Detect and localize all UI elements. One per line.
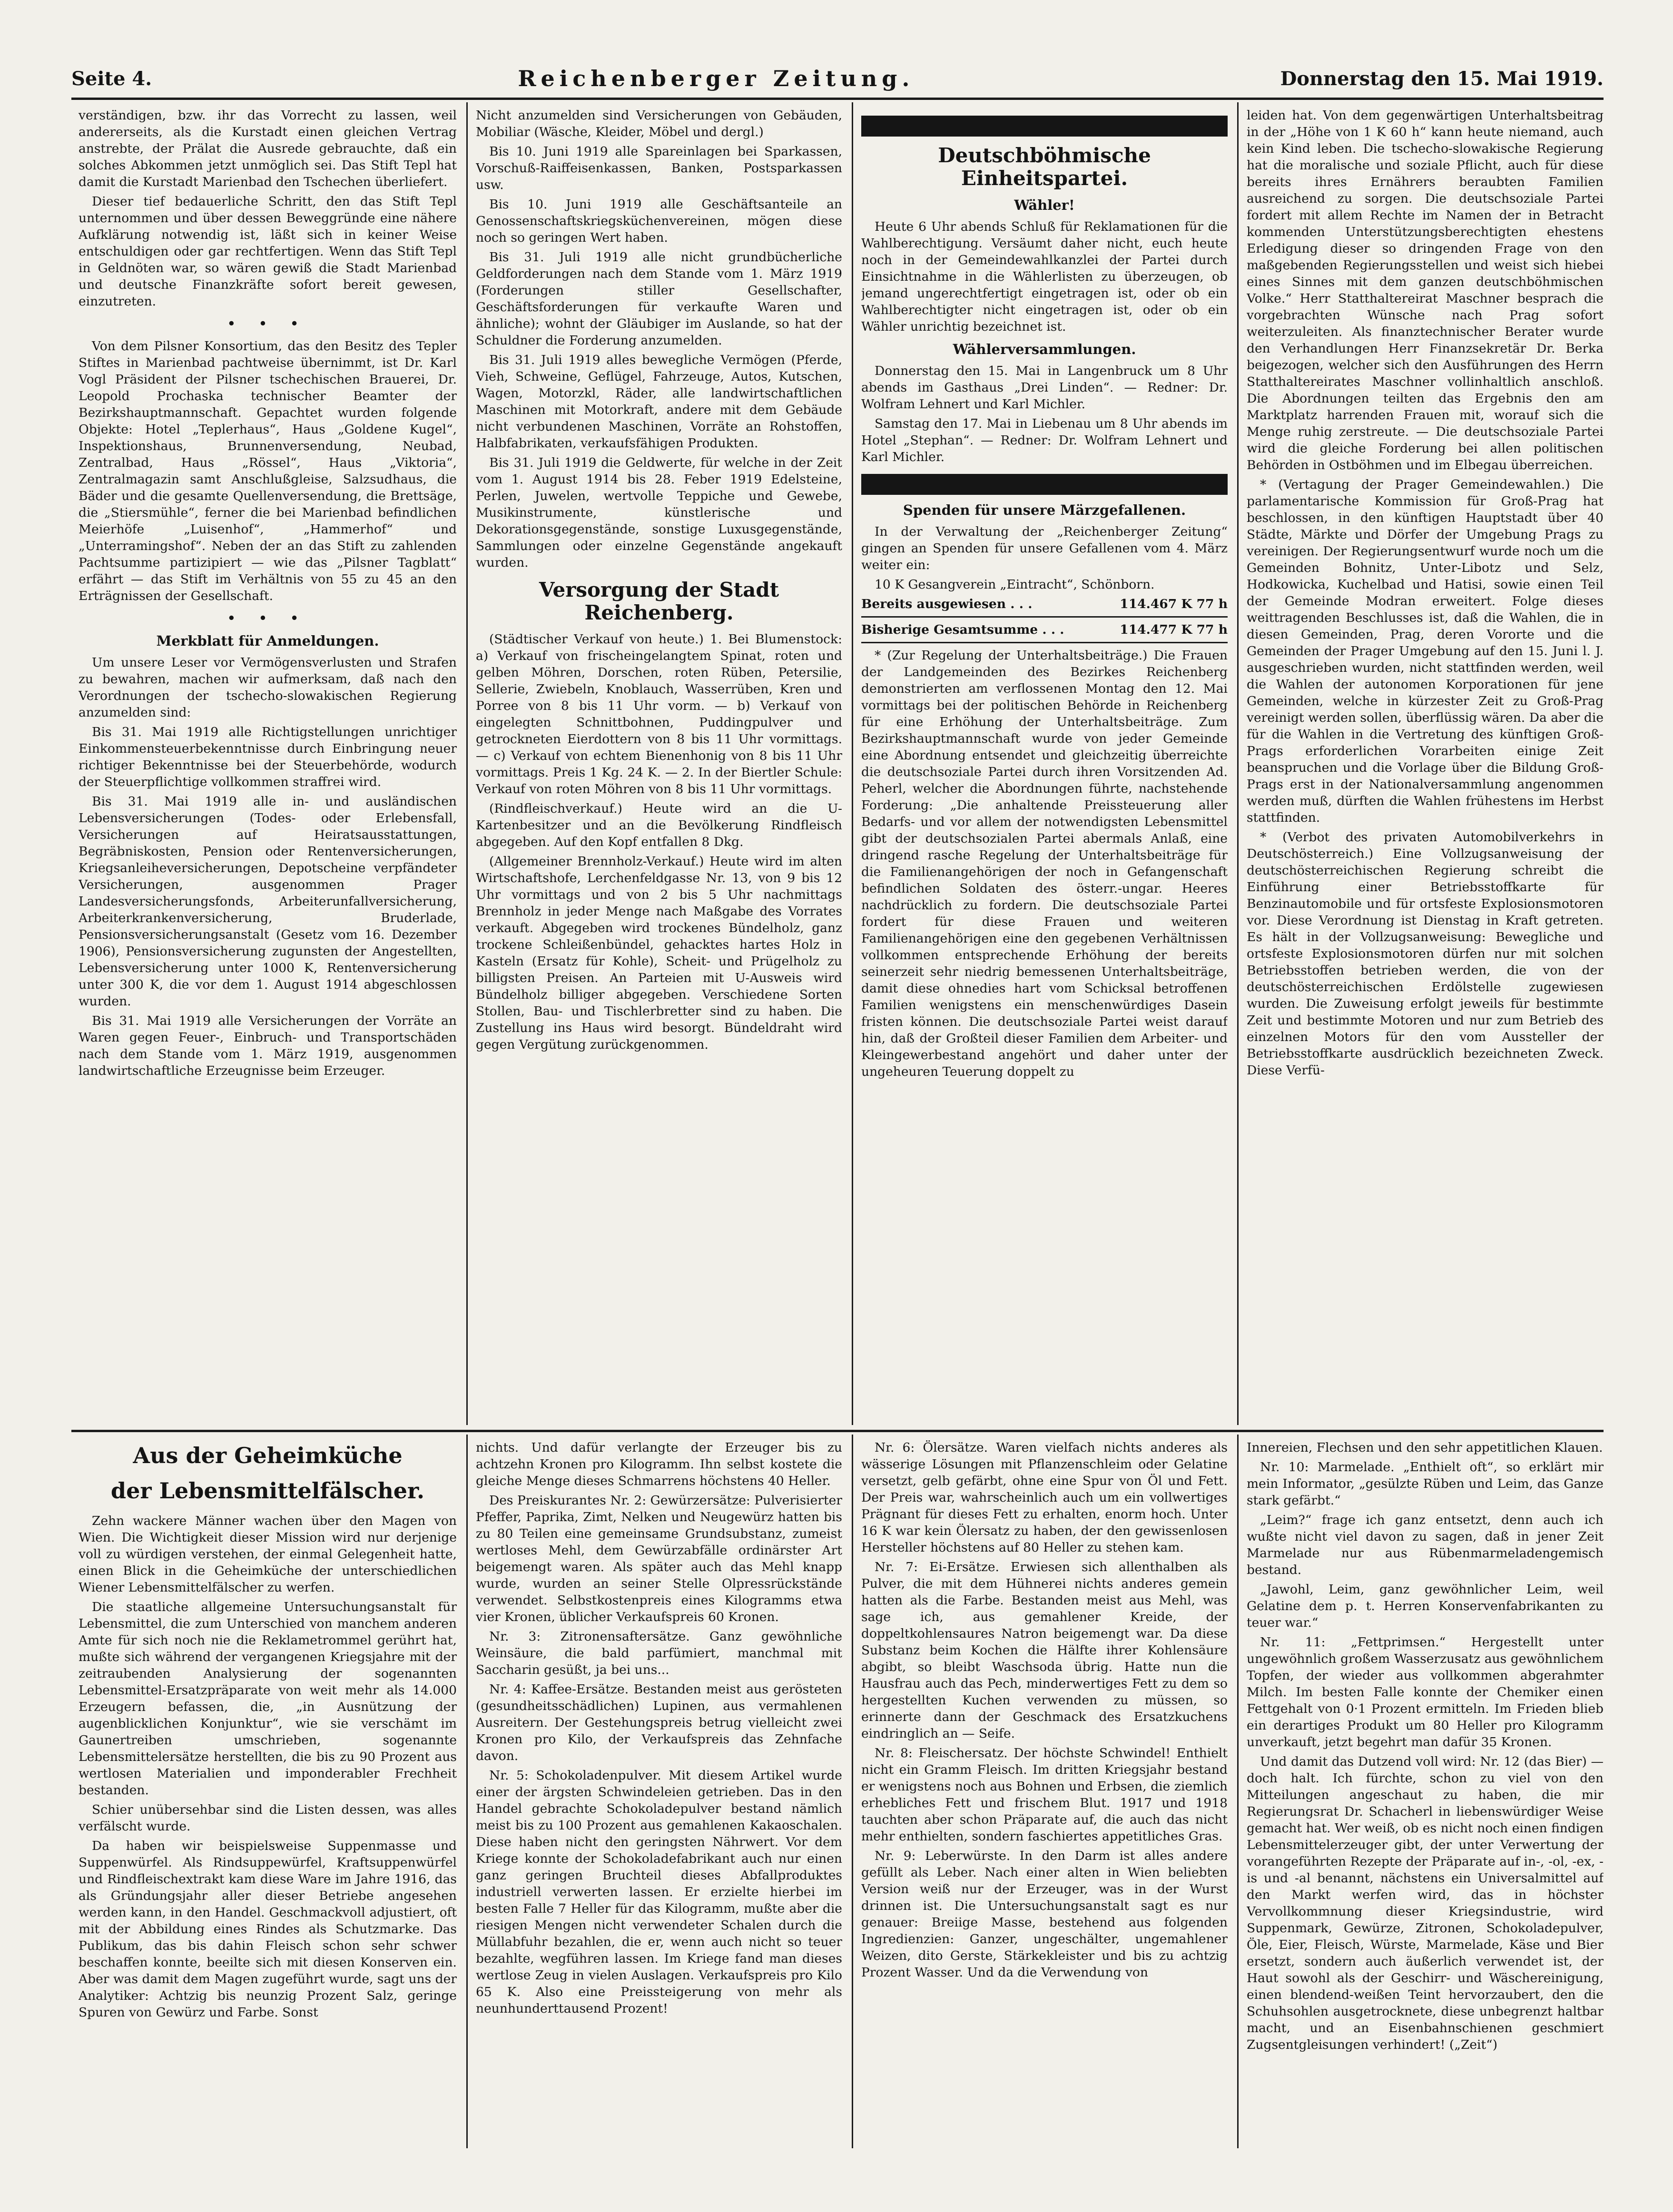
section-divider bbox=[71, 1430, 1604, 1432]
sum-label: Bereits ausgewiesen . . . bbox=[861, 597, 1033, 611]
column-divider bbox=[852, 102, 853, 1425]
article-paragraph: * (Verbot des privaten Automobilverkehrs in Deutschösterreich.) Eine Vollzugsanweisung der deutschösterreichischen Regierung schreibt die Einführung einer Betriebsstoffkarte für Benzinautomobile und für ortsfeste Explosionsmotoren vor. Diese Verordnung ist Dienstag in Kraft getreten. Es hält in der Vollzugsanweisung: Bewegliche und ortsfeste Explosionsmotoren dürfen nur mit solchen Betriebsstoffen betrieben werden, die von der deutschösterreichischen Erdölstelle zugewiesen wurden. Die Zuweisung erfolgt jeweils für bestimmte Zeit und bestimmte Motoren und nur zum Betrieb des einzelnen Motors für den vom Aussteller der Betriebsstoffkarte ausdrücklich bezeichneten Zweck. Diese Verfü- bbox=[1247, 830, 1604, 1078]
sum-value: 114.467 K 77 h bbox=[1120, 597, 1228, 611]
article-paragraph: leiden hat. Von dem gegenwärtigen Unterhaltsbeitrag in der „Höhe von 1 K 60 h“ kann heute niemand, auch kein Kind leben. Die tschecho-slowakische Regierung hat die moralische und soziale Pflicht, auch für diese bereits ihres Ernährers beraubten Familien ausreichend zu sorgen. Die deutschsoziale Partei fordert mit allem Rechte im Namen der in Betracht kommenden Unterstützungsberechtigten ehestens Erledigung dieser so dringenden Frage von den maßgebenden Regierungsstellen und weist sich hiebei eines Sinnes mit dem ganzen deutschböhmischen Volke.“ Herr Statthaltereirat Maschner besprach die vorgebrachten Wünsche nach Prag sofort weiterzuleiten. Als finanztechnischer Berater wurde den Verhandlungen Herr Finanzsekretär Dr. Berka beigezogen, welcher sich den Ausführungen des Herrn Statthaltereirates Maschner vollinhaltlich anschloß. Die Abordnungen teilten das Ergebnis den am Marktplatz harrenden Frauen mit, worauf sich die Menge ruhig zerstreute. — Die deutschsoziale Partei wird die gleiche Forderung bei allen politischen Behörden in Ostböhmen und im Elbegau überreichen. bbox=[1247, 108, 1604, 472]
sum-label: Bisherige Gesamtsumme . . . bbox=[861, 622, 1064, 637]
column-divider bbox=[852, 1435, 853, 2148]
article-paragraph: Und damit das Dutzend voll wird: Nr. 12 (das Bier) — doch halt. Ich fürchte, schon zu viel von den Mitteilungen angeschaut zu haben, die mir Regierungsrat Dr. Schacherl in liebenswürdiger Weise gemacht hat. Wer weiß, ob es nicht noch einen findigen Lebensmittelerzeuger gibt, der unter Verwertung der vorangeführten Rezepte der Präparate auf in-, -ol, -ex, -is und -al benannt, nächstens ein Universalmittel auf den Markt werfen wird, das in höchster Vervollkommnung dieser Kriegsindustrie, wird Suppenmark, Gewürze, Zitronen, Schokoladepulver, Öle, Eier, Fleisch, Würste, Marmelade, Käse und Bier ersetzt, sondern auch äußerlich verwendet ist, der Haut sowohl als der Geschirr- und Wäschereinigung, einen blendend-weißen Teint hervorzaubert, den die Schuhsohlen ausgetrocknete, diese unbegrenzt haltbar macht, und an Eisenbahnschienen geschmiert Zugsentgleisungen verhindert! („Zeit“) bbox=[1247, 1754, 1604, 2052]
feuilleton-column-3 bbox=[861, 1439, 1228, 2148]
column-divider bbox=[1237, 1435, 1239, 2148]
article-paragraph: Nr. 3: Zitronensaftersätze. Ganz gewöhnliche Weinsäure, die bald parfümiert, manchmal mit Saccharin gesüßt, ja bei uns... bbox=[476, 1629, 842, 1677]
sum-row bbox=[861, 596, 1228, 612]
article-paragraph: „Jawohl, Leim, ganz gewöhnlicher Leim, weil Gelatine dem p. t. Herren Konservenfabrikanten zu teuer war.“ bbox=[1247, 1582, 1604, 1630]
header-rule bbox=[71, 98, 1604, 100]
sum-value: 114.477 K 77 h bbox=[1120, 622, 1228, 637]
article-paragraph: Bis 31. Juli 1919 die Geldwerte, für welche in der Zeit vom 1. August 1914 bis 28. Feber 1919 Edelsteine, Perlen, Juwelen, wertvolle Teppiche und Gewebe, Musikinstrumente, künstlerische und Dekorationsgegenstände, sonstige Luxusgegenstände, Sammlungen oder einzelne Gegenstände angekauft wurden. bbox=[476, 455, 842, 570]
article-paragraph: nichts. Und dafür verlangte der Erzeuger bis zu achtzehn Kronen pro Kilogramm. Ihn selbst kostete die gleiche Menge dieses Schmarrens höchstens 40 Heller. bbox=[476, 1440, 842, 1488]
article-paragraph: 10 K Gesangverein „Eintracht“, Schönborn. bbox=[875, 577, 1155, 592]
article-paragraph: Nr. 7: Ei-Ersätze. Erwiesen sich allenthalben als Pulver, die mit dem Hühnerei nichts anderes gemein hatten als die Farbe. Bestanden meist aus Mehl, was sage ich, aus gemahlener Kreide, der doppeltkohlensaures Natron beigemengt war. Da diese Substanz beim Kochen die Hälfte ihrer Kohlensäure abgibt, so bleibt Waschsoda übrig. Hatte nun die Hausfrau auch das Pech, minderwertiges Fett zu dem so hergestellten Kuchen verwenden zu müssen, so erinnerte dann der Geschmack des Ersatzkuchens eindringlich an — Seife. bbox=[861, 1560, 1228, 1741]
article-paragraph: Nr. 5: Schokoladenpulver. Mit diesem Artikel wurde einer der ärgsten Schwindeleien getrieben. Das in den Handel gebrachte Schokoladepulver bestand nämlich meist bis zu 100 Prozent aus gemahlenen Kakaoschalen. Diese haben nicht den geringsten Nährwert. Vor dem Kriege konnte der Schokoladefabrikant auch nur einen ganz geringen Bruchteil dieses Abfallproduktes industriell verwerten lassen. Er erzielte hierbei im besten Falle 7 Heller für das Kilogramm, mußte aber die riesigen Mengen nicht verwendeter Schalen durch die Müllabfuhr bezahlen, die er, wenn auch nicht so teuer bezahlte, wegführen lassen. Im Kriege fand man dieses wertlose Zeug in vielen Auslagen. Verkaufspreis pro Kilo 65 K. Also eine Preissteigerung von mehr als neunhunderttausend Prozent! bbox=[476, 1768, 842, 2016]
article-paragraph: (Rindfleischverkauf.) Heute wird an die U-Kartenbesitzer und an die Bevölkerung Rindfleisch abgegeben. Auf den Kopf entfallen 8 Dkg. bbox=[476, 801, 842, 849]
section-heading: Versorgung der Stadt Reichenberg. bbox=[539, 578, 779, 624]
column-divider bbox=[466, 102, 468, 1425]
article-paragraph: Bis 31. Juli 1919 alle nicht grundbücherliche Geldforderungen nach dem Stande vom 1. März 1919 (Forderungen stiller Gesellschafter, Geschäftsforderungen für verkaufte Waren und ähnliche); wohnt der Gläubiger im Auslande, so hat der Schuldner die Forderung anzumelden. bbox=[476, 250, 842, 348]
article-paragraph: Donnerstag den 15. Mai in Langenbruck um 8 Uhr abends im Gasthaus „Drei Linden“. — Redner: Dr. Wolfram Lehnert und Karl Michler. bbox=[861, 364, 1228, 412]
article-paragraph: Nr. 4: Kaffee-Ersätze. Bestanden meist aus gerösteten (gesundheitsschädlichen) Lupinen, aus vermahlenen Ausreitern. Der Gestehungspreis betrug vielleicht zwei Kronen pro Kilo, der Verkaufspreis das Zehnfache davon. bbox=[476, 1682, 842, 1763]
article-paragraph: Bis 10. Juni 1919 alle Spareinlagen bei Sparkassen, Vorschuß-Raiffeisenkassen, Banken, Postsparkassen usw. bbox=[476, 144, 842, 192]
article-paragraph: Um unsere Leser vor Vermögensverlusten und Strafen zu bewahren, machen wir aufmerksam, daß nach den Verordnungen der tschecho-slowakischen Regierung anzumelden sind: bbox=[79, 655, 457, 720]
article-paragraph: verständigen, bzw. ihr das Vorrecht zu lassen, weil andererseits, als die Kurstadt einen gleichen Vertrag anstrebte, der Prälat die Ausrede gebrauchte, daß ein solches Abkommen jetzt unmöglich sei. Das Stift Tepl hat damit die Kurstadt Marienbad den Tschechen überliefert. bbox=[79, 108, 457, 189]
column-3 bbox=[861, 107, 1228, 1425]
article-paragraph: Nr. 8: Fleischersatz. Der höchste Schwindel! Enthielt nicht ein Gramm Fleisch. Im dritten Kriegsjahr bestand er wenigstens noch aus Bohnen und Erbsen, die ziemlich erhebliches Fett und frischem Blut. 1917 und 1918 tauchten aber schon Präparate auf, die auch das nicht mehr enthielten, sondern faschiertes appetitliches Gras. bbox=[861, 1746, 1228, 1844]
article-paragraph: „Leim?“ frage ich ganz entsetzt, denn auch ich wußte nicht viel davon zu sagen, daß in jener Zeit Marmelade nur aus Rübenmarmeladengemisch bestand. bbox=[1247, 1513, 1604, 1577]
feuilleton-title-line-2: der Lebensmittelfälscher. bbox=[110, 1478, 425, 1504]
separator-dots: • • • bbox=[227, 611, 308, 626]
article-paragraph: In der Verwaltung der „Reichenberger Zeitung“ gingen an Spenden für unsere Gefallenen vom 4. März weiter ein: bbox=[861, 524, 1228, 572]
article-paragraph: Nr. 10: Marmelade. „Enthielt oft“, so erklärt mir mein Informator, „gesülzte Rüben und Leim, das Ganze stark gefärbt.“ bbox=[1247, 1460, 1604, 1508]
column-divider bbox=[466, 1435, 468, 2148]
feuilleton-column-1 bbox=[79, 1439, 457, 2148]
article-paragraph: * (Zur Regelung der Unterhaltsbeiträge.) Die Frauen der Landgemeinden des Bezirkes Reichenberg demonstrierten am verflossenen Montag den 12. Mai vormittags bei der politischen Behörde in Reichenberg für eine Erhöhung der Unterhaltsbeiträge. Zum Bezirkshauptmannschaft wurde von jeder Gemeinde eine Abordnung entsendet und gleichzeitig überreichte die deutschsoziale Partei durch ihren Vorsitzenden Ad. Peherl, welcher die Abordnungen führte, nachstehende Forderung: „Die anhaltende Preissteuerung aller Bedarfs- und vor allem der notwendigsten Lebensmittel gibt der deutschsozialen Partei abermals Anlaß, eine dringend rasche Regelung der Unterhaltsbeiträge für die Familienangehörigen der noch in Gefangenschaft befindlichen Soldaten des österr.-ungar. Heeres nachdrücklich zu fordern. Die deutschsoziale Partei fordert für diese Frauen und weiteren Familienangehörigen eine den gegebenen Verhältnissen vollkommen entsprechende Erhöhung der bereits seinerzeit sehr niedrig bemessenen Unterhaltsbeiträge, damit diese ohnedies hart vom Schicksal betroffenen Familien wenigstens ein menschenwürdiges Dasein fristen können. Die deutschsoziale Partei weist darauf hin, daß der Großteil dieser Familien dem Arbeiter- und Kleingewerbestand angehört und daher unter der ungeheuren Teuerung doppelt zu bbox=[861, 648, 1228, 1079]
black-bar bbox=[861, 474, 1228, 495]
article-paragraph: Heute 6 Uhr abends Schluß für Reklamationen für die Wahlberechtigung. Versäumt daher nicht, euch heute noch in der Gemeindewahlkanzlei der Partei durch Einsichtnahme in die Wählerlisten zu überzeugen, ob jemand ungerechtfertigt eingetragen ist, oder ob ein Wahlberechtigter nicht eingetragen ist, oder ob ein Wähler unrichtig bezeichnet ist. bbox=[861, 219, 1228, 334]
article-paragraph: * (Vertagung der Prager Gemeindewahlen.) Die parlamentarische Kommission für Groß-Prag hat beschlossen, in den künftigen Hauptstadt über 40 Städte, Märkte und Dörfer der Umgebung Prags zu vereinigen. Der Regierungsentwurf wurde noch um die Gemeinden Bohnitz, Unter-Libotz und Selz, Hodkowicka, Kuchelbad und Hatisi, sowie einen Teil der Gemeinde Modran erweitert. Folge dieses weittragenden Beschlusses ist, daß die Wahlen, die in diesen Gemeinden, Prag, deren Vororte und die Gemeinden der Prager Umgebung auf den 15. Juni l. J. ausgeschrieben wurden, nicht stattfinden werden, weil die Wahlen der autonomen Korporationen für jene Gemeinden, welche in kürzester Zeit zu Groß-Prag vereinigt werden sollen, überflüssig wären. Da aber die für die Wahlen in die Vertretung des künftigen Groß-Prags erforderlichen Vorarbeiten einige Zeit beanspruchen und die Vorlage über die Bildung Groß-Prags erst in der Nationalversammlung angenommen werden muß, dürften die Wahlen frühestens im Herbst stattfinden. bbox=[1247, 477, 1604, 825]
feuilleton-column-4 bbox=[1247, 1439, 1604, 2148]
black-bar bbox=[861, 116, 1228, 137]
column-divider bbox=[1237, 102, 1239, 1425]
article-paragraph: Samstag den 17. Mai in Liebenau um 8 Uhr abends im Hotel „Stephan“. — Redner: Dr. Wolfram Lehnert und Karl Michler. bbox=[861, 416, 1228, 464]
subheading: Wählerversammlungen. bbox=[953, 341, 1136, 357]
article-paragraph: (Städtischer Verkauf von heute.) 1. Bei Blumenstock: a) Verkauf von frischeingelangtem Spinat, roten und gelben Möhren, Dorschen, roten Rüben, Petersilie, Sellerie, Zwiebeln, Knoblauch, Wasserrüben, Kren und Porree von 8 bis 11 Uhr vorm. — b) Verkauf von eingelegten Schnittbohnen, Puddingpulver und getrockneten Eierdottern von 8 bis 11 Uhr vormittags. — c) Verkauf von echtem Bienenhonig von 8 bis 11 Uhr vormittags. Preis 1 Kg. 24 K. — 2. In der Biertler Schule: Verkauf von roten Möhren von 8 bis 11 Uhr vormittags. bbox=[476, 632, 842, 796]
newspaper-title: Reichenberger Zeitung. bbox=[518, 66, 915, 91]
article-paragraph: Nr. 6: Ölersätze. Waren vielfach nichts anderes als wässerige Lösungen mit Pflanzenschleim oder Gelatine versetzt, gelb gefärbt, ohne eine Spur von Öl und Fett. Der Preis war, wahrscheinlich auch um ein vollwertiges Prägnant für dieses Fett zu erhalten, enorm hoch. Unter 16 K war kein Ölersatz zu haben, der den gewissenlosen Hersteller höchstens auf 80 Heller zu stehen kam. bbox=[861, 1440, 1228, 1555]
article-paragraph: Des Preiskurantes Nr. 2: Gewürzersätze: Pulverisierter Pfeffer, Paprika, Zimt, Nelken und Neugewürz hatten bis zu 80 Teilen eine gemeinsame Grundsubstanz, zumeist wertloses Mehl, dem Gewürzabfälle ordinärster Art beigemengt waren. Als später auch das Mehl knapp wurde, wurden an seiner Stelle Olpressrückstände verwendet. Selbstkostenpreis eines Kilogramms etwa vier Kronen, üblicher Verkaufspreis 60 Kronen. bbox=[476, 1493, 842, 1624]
article-paragraph: Bis 31. Juli 1919 alles bewegliche Vermögen (Pferde, Vieh, Schweine, Geflügel, Fahrzeuge, Autos, Kutschen, Wagen, Motorzkl, Räder, alle landwirtschaftlichen Maschinen mit Motorkraft, andere mit dem Gebäude nicht verbundenen Maschinen, Vorräte an Rohstoffen, Halbfabrikaten, verkaufsfähigen Produkten. bbox=[476, 353, 842, 451]
article-paragraph: Die staatliche allgemeine Untersuchungsanstalt für Lebensmittel, die zum Unterschied von manchem anderen Amte für sich noch nie die Reklametrommel gerührt hat, mußte sich während der vergangenen Kriegsjahre mit der zeitraubenden Analysierung der sogenannten Lebensmittel-Ersatzpräparate von weit mehr als 14.000 Erzeugern befassen, die, „in Ausnützung der augenblicklichen Konjunktur“, wie sie verschämt im Gaunertreiben umschrieben, sogenannte Lebensmittelersätze herstellten, die bis zu 90 Prozent aus wertlosen Materialien und imponderabler Frechheit bestanden. bbox=[79, 1600, 457, 1798]
article-paragraph: Da haben wir beispielsweise Suppenmasse und Suppenwürfel. Als Rindsuppewürfel, Kraftsuppenwürfel und Rindfleischextrakt kam diese Ware im Jahre 1916, das als Gründungsjahr aller dieser Betriebe angesehen werden kann, in den Handel. Geschmackvoll adjustiert, oft mit der Abbildung eines Rindes als Schutzmarke. Das Publikum, das bis dahin Fleisch schon sehr schwer beschaffen konnte, beeilte sich mit diesen Konserven ein. Aber was damit dem Magen zugeführt wurde, sagt uns der Analytiker: Achtzig bis neunzig Prozent Salz, geringe Spuren von Gewürz und Farbe. Sonst bbox=[79, 1838, 457, 2020]
article-paragraph: Dieser tief bedauerliche Schritt, den das Stift Tepl unternommen und über dessen Beweggründe eine nähere Aufklärung notwendig ist, läßt sich in keiner Weise entschuldigen oder gar rechtfertigen. Wenn das Stift Tepl in Geldnöten war, so wären gewiß die Stadt Marienbad und deutsche Finanzkräfte sofort bereit gewesen, einzutreten. bbox=[79, 194, 457, 309]
sum-rule bbox=[861, 642, 1228, 643]
article-paragraph: Bis 31. Mai 1919 alle Versicherungen der Vorräte an Waren gegen Feuer-, Einbruch- und Transportschäden nach dem Stande vom 1. März 1919, ausgenommen landwirtschaftliche Erzeugnisse beim Erzeuger. bbox=[79, 1013, 457, 1078]
article-paragraph: Nr. 9: Leberwürste. In den Darm ist alles andere gefüllt als Leber. Nach einer alten in Wien beliebten Version weiß nur der Erzeuger, was in der Wurst drinnen ist. Die Untersuchungsanstalt sagt es nur genauer: Breiige Masse, bestehend aus folgenden Ingredienzien: Ganzer, ungeschälter, ungemahlener Weizen, dito Gerste, Stärkekleister und bis zu achtzig Prozent Wasser. Und da die Verwendung von bbox=[861, 1848, 1228, 1980]
page-header bbox=[71, 62, 1604, 95]
article-paragraph: Innereien, Flechsen und den sehr appetitlichen Klauen. bbox=[1247, 1440, 1603, 1455]
column-1 bbox=[79, 107, 457, 1425]
article-paragraph: Zehn wackere Männer wachen über den Magen von Wien. Die Wichtigkeit dieser Mission wird nur derjenige voll zu würdigen verstehen, der einmal Gelegenheit hatte, einen Blick in die Geheimküche der unterschiedlichen Wiener Lebensmittelfälscher zu werfen. bbox=[79, 1514, 457, 1595]
feuilleton-title-line-1: Aus der Geheimküche bbox=[133, 1443, 403, 1468]
subheading: Wähler! bbox=[1014, 197, 1075, 213]
column-2 bbox=[476, 107, 842, 1425]
sum-rule bbox=[861, 616, 1228, 618]
page-number: Seite 4. bbox=[71, 67, 152, 90]
article-paragraph: Bis 31. Mai 1919 alle Richtigstellungen unrichtiger Einkommensteuerbekenntnisse durch Einbringung neuer richtiger Bekenntnisse bei der Steuerbehörde, wodurch der Steuerpflichtige vollkommen straffrei wird. bbox=[79, 725, 457, 789]
article-paragraph: Schier unübersehbar sind die Listen dessen, was alles verfälscht wurde. bbox=[79, 1802, 457, 1834]
feuilleton-column-2 bbox=[476, 1439, 842, 2148]
section-heading: Merkblatt für Anmeldungen. bbox=[156, 633, 379, 649]
sum-row bbox=[861, 621, 1228, 638]
article-paragraph: Bis 31. Mai 1919 alle in- und ausländischen Lebensversicherungen (Todes- oder Erlebensfall, Versicherungen auf Heiratsausstattungen, Begräbniskosten, Pension oder Rentenversicherungen, Kriegsanleiheversicherungen, Depotscheine verpfändeter Versicherungen, ausgenommen Prager Landesversicherungsfonds, Arbeiterunfallversicherung, Arbeiterkrankenversicherung, Bruderlade, Pensionsversicherungsanstalt (Gesetz vom 16. Dezember 1906), Pensionsversicherung zugunsten der Angestellten, Lebensversicherung unter 1000 K, Rentenversicherung unter 300 K, die vor dem 1. August 1914 abgeschlossen wurden. bbox=[79, 794, 457, 1009]
article-paragraph: Nicht anzumelden sind Versicherungen von Gebäuden, Mobiliar (Wäsche, Kleider, Möbel und dergl.) bbox=[476, 108, 842, 139]
issue-date: Donnerstag den 15. Mai 1919. bbox=[1280, 67, 1604, 90]
section-heading: Spenden für unsere Märzgefallenen. bbox=[903, 502, 1186, 518]
article-paragraph: Bis 10. Juni 1919 alle Geschäftsanteile an Genossenschaftskriegsküchenvereinen, mögen diese noch so geringen Wert haben. bbox=[476, 197, 842, 245]
article-paragraph: (Allgemeiner Brennholz-Verkauf.) Heute wird im alten Wirtschaftshofe, Lerchenfeldgasse Nr. 13, von 9 bis 12 Uhr vormittags und von 2 bis 5 Uhr nachmittags Brennholz in jeder Menge nach Maßgabe des Vorrates verkauft. Abgegeben wird trockenes Bündelholz, ganz trockene Schleißenbündel, gehacktes hartes Holz in Kasteln (Ersatz für Kohle), Scheit- und Prügelholz zu billigsten Preisen. An Parteien mit U-Ausweis wird Bündelholz billiger abgegeben. Verschiedene Sorten Stollen, Bau- und Tischlerbretter sind zu haben. Die Zustellung ins Haus wird besorgt. Bündeldraht wird gegen Vergütung zurückgenommen. bbox=[476, 854, 842, 1052]
column-4 bbox=[1247, 107, 1604, 1425]
separator-dots: • • • bbox=[227, 316, 308, 331]
article-paragraph: Von dem Pilsner Konsortium, das den Besitz des Tepler Stiftes in Marienbad pachtweise übernimmt, ist Dr. Karl Vogl Präsident der Pilsner tschechischen Brauerei, Dr. Leopold Prochaska technischer Beamter der Bezirkshauptmannschaft. Gepachtet wurden folgende Objekte: Hotel „Teplerhaus“, Haus „Goldene Kugel“, Inspektionshaus, Brunnenversendung, Neubad, Zentralbad, Haus „Rössel“, Haus „Viktoria“, Zentralmagazin samt Anschlußgleise, Salzsudhaus, die Bäder und die gesamte Quellenversendung, die Brettsäge, die „Stiersmühle“, ferner die bei Marienbad befindlichen Meierhöfe „Luisenhof“, „Hammerhof“ und „Unterramingshof“. Neben der an das Stift zu zahlenden Pachtsumme partizipiert — wie das „Pilsner Tagblatt“ erfährt — das Stift im Verhältnis von 55 zu 45 an den Erträgnissen der Gesellschaft. bbox=[79, 339, 457, 603]
section-heading: Deutschböhmische Einheitspartei. bbox=[938, 144, 1151, 190]
article-paragraph: Nr. 11: „Fettprimsen.“ Hergestellt unter ungewöhnlich großem Wasserzusatz aus gewöhnlichem Topfen, der wieder aus vollkommen abgerahmter Milch. Im besten Falle konnte der Chemiker einen Fettgehalt von 0·1 Prozent ermitteln. Im Frieden blieb ein derartiges Produkt um 80 Heller pro Kilogramm unverkauft, jetzt begehrt man dafür 35 Kronen. bbox=[1247, 1635, 1604, 1750]
